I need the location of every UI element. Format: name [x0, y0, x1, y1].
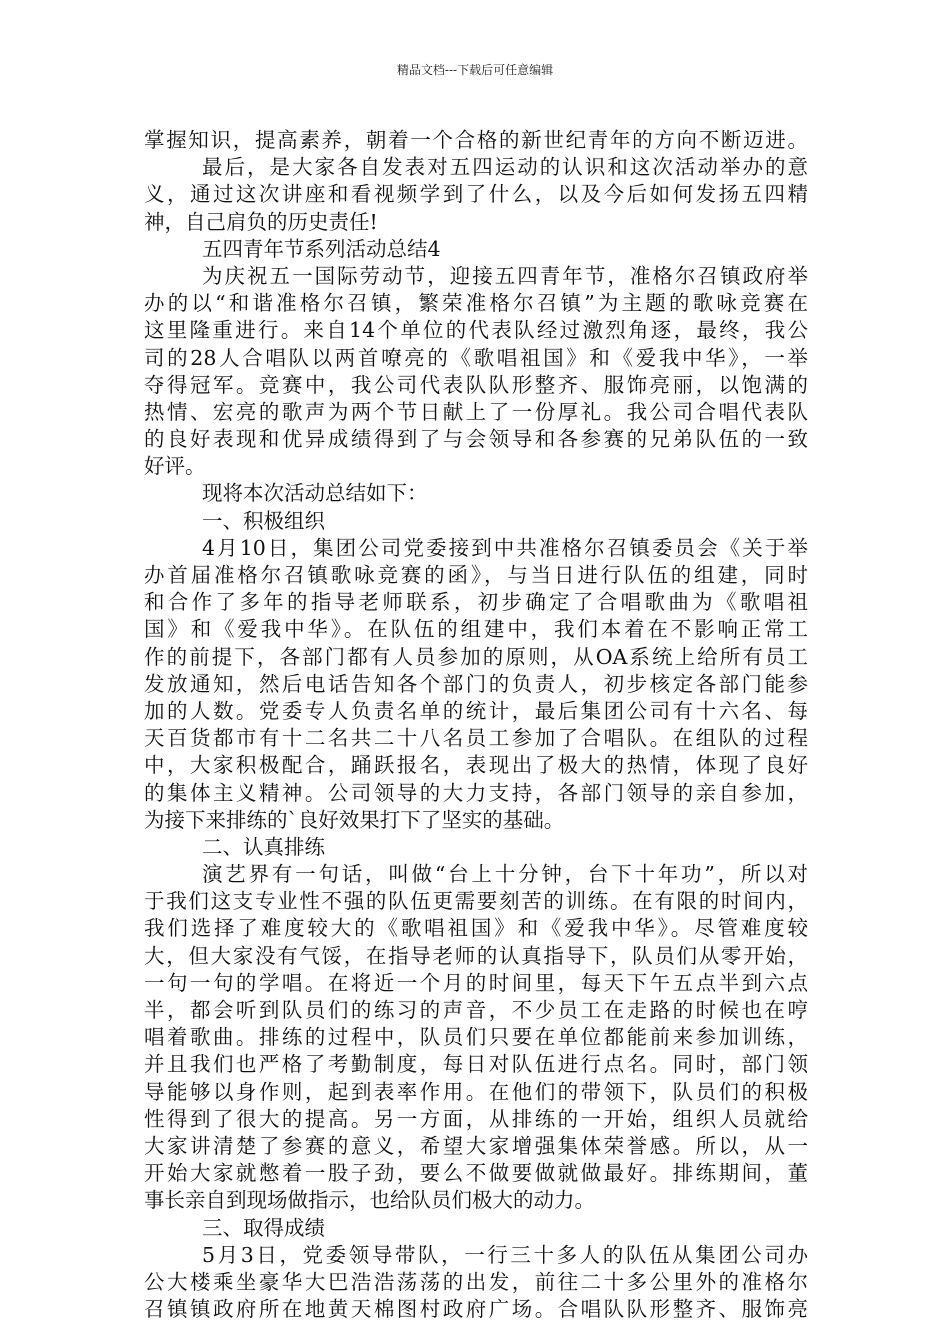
- text-line: 国》和《爱我中华》。在队伍的组建中，我们本着在不影响正常工: [144, 617, 808, 642]
- text-line: 五四青年节系列活动总结4: [202, 236, 441, 261]
- text-line: 办首届准格尔召镇歌咏竞赛的函》，与当日进行队伍的组建，同时: [144, 563, 808, 587]
- document-body: [144, 127, 808, 1323]
- text-line: 开始大家就憋着一股子劲，要么不做要做就做最好。排练期间，董: [144, 1161, 808, 1186]
- text-line: 神，自己肩负的历史责任!: [144, 209, 378, 234]
- text-line: 发放通知，然后电话告知各个部门的负责人，初步核定各部门能参: [144, 671, 808, 696]
- text-line: 中，大家积极配合，踊跃报名，表现出了极大的热情，体现了良好: [144, 753, 808, 778]
- text-line: 和合作了多年的指导老师联系，初步确定了合唱歌曲为《歌唱祖: [144, 590, 808, 615]
- text-line: 公大楼乘坐豪华大巴浩浩荡荡的出发，前往二十多公里外的准格尔: [144, 1269, 808, 1294]
- text-line: 热情、宏亮的歌声为两个节日献上了一份厚礼。我公司合唱代表队: [144, 399, 808, 424]
- text-line: 二、认真排练: [202, 834, 325, 859]
- text-line: 义，通过这次讲座和看视频学到了什么，以及今后如何发扬五四精: [144, 182, 808, 207]
- text-line: 作的前提下，各部门都有人员参加的原则，从OA系统上给所有员工: [144, 644, 808, 669]
- text-line: 4月10日，集团公司党委接到中共准格尔召镇委员会《关于举: [202, 535, 808, 560]
- text-line: 我们选择了难度较大的《歌唱祖国》和《爱我中华》。尽管难度较: [144, 916, 808, 941]
- text-line: 办的以“和谐准格尔召镇，繁荣准格尔召镇”为主题的歌咏竞赛在: [144, 291, 808, 316]
- text-line: 的集体主义精神。公司领导的大力支持，各部门领导的亲自参加，: [144, 780, 808, 805]
- text-line: 演艺界有一句话，叫做“台上十分钟，台下十年功”，所以对: [202, 862, 808, 887]
- text-line: 性得到了很大的提高。另一方面，从排练的一开始，组织人员就给: [144, 1106, 808, 1131]
- text-line: 的良好表现和优异成绩得到了与会领导和各参赛的兄弟队伍的一致: [144, 427, 808, 452]
- text-line: 于我们这支专业性不强的队伍更需要刻苦的训练。在有限的时间内，: [144, 889, 808, 914]
- text-line: 三、取得成绩: [202, 1215, 325, 1240]
- text-line: 导能够以身作则，起到表率作用。在他们的带领下，队员们的积极: [144, 1079, 808, 1104]
- text-line: 半，都会听到队员们的练习的声音，不少员工在走路的时候也在哼: [144, 998, 808, 1022]
- text-line: 事长亲自到现场做指示，也给队员们极大的动力。: [144, 1188, 595, 1213]
- text-line: 一句一句的学唱。在将近一个月的时间里，每天下午五点半到六点: [144, 970, 808, 995]
- text-line: 最后，是大家各自发表对五四运动的认识和这次活动举办的意: [202, 155, 808, 180]
- text-line: 并且我们也严格了考勤制度，每日对队伍进行点名。同时，部门领: [144, 1052, 808, 1077]
- text-line: 夺得冠军。竞赛中，我公司代表队队形整齐、服饰亮丽，以饱满的: [144, 372, 808, 397]
- text-line: 好评。: [144, 454, 206, 479]
- text-line: 唱着歌曲。排练的过程中，队员们只要在单位都能前来参加训练，: [144, 1025, 808, 1050]
- text-line: 为庆祝五一国际劳动节，迎接五四青年节，准格尔召镇政府举: [202, 263, 808, 288]
- text-line: 大，但大家没有气馁，在指导老师的认真指导下，队员们从零开始，: [144, 943, 808, 968]
- text-line: 掌握知识，提高素养，朝着一个合格的新世纪青年的方向不断迈进。: [144, 128, 808, 152]
- text-line: 这里隆重进行。来自14个单位的代表队经过激烈角逐，最终，我公: [144, 318, 808, 343]
- text-line: 大家讲清楚了参赛的意义，希望大家增强集体荣誉感。所以，从一: [144, 1133, 808, 1158]
- text-line: 现将本次活动总结如下：: [202, 481, 428, 506]
- text-line: 加的人数。党委专人负责名单的统计，最后集团公司有十六名、每: [144, 698, 808, 723]
- page-header: 精品文档---下载后可任意编辑: [396, 63, 554, 77]
- text-line: 天百货都市有十二名共二十八名员工参加了合唱队。在组队的过程: [144, 726, 808, 751]
- text-line: 司的28人合唱队以两首嘹亮的《歌唱祖国》和《爱我中华》，一举: [144, 345, 808, 370]
- text-line: 为接下来排练的`良好效果打下了坚实的基础。: [144, 807, 565, 832]
- text-line: 5月3日，党委领导带队，一行三十多人的队伍从集团公司办: [202, 1242, 808, 1267]
- text-line: 一、积极组织: [202, 508, 325, 533]
- text-line: 召镇镇政府所在地黄天棉图村政府广场。合唱队队形整齐、服饰亮: [144, 1297, 808, 1322]
